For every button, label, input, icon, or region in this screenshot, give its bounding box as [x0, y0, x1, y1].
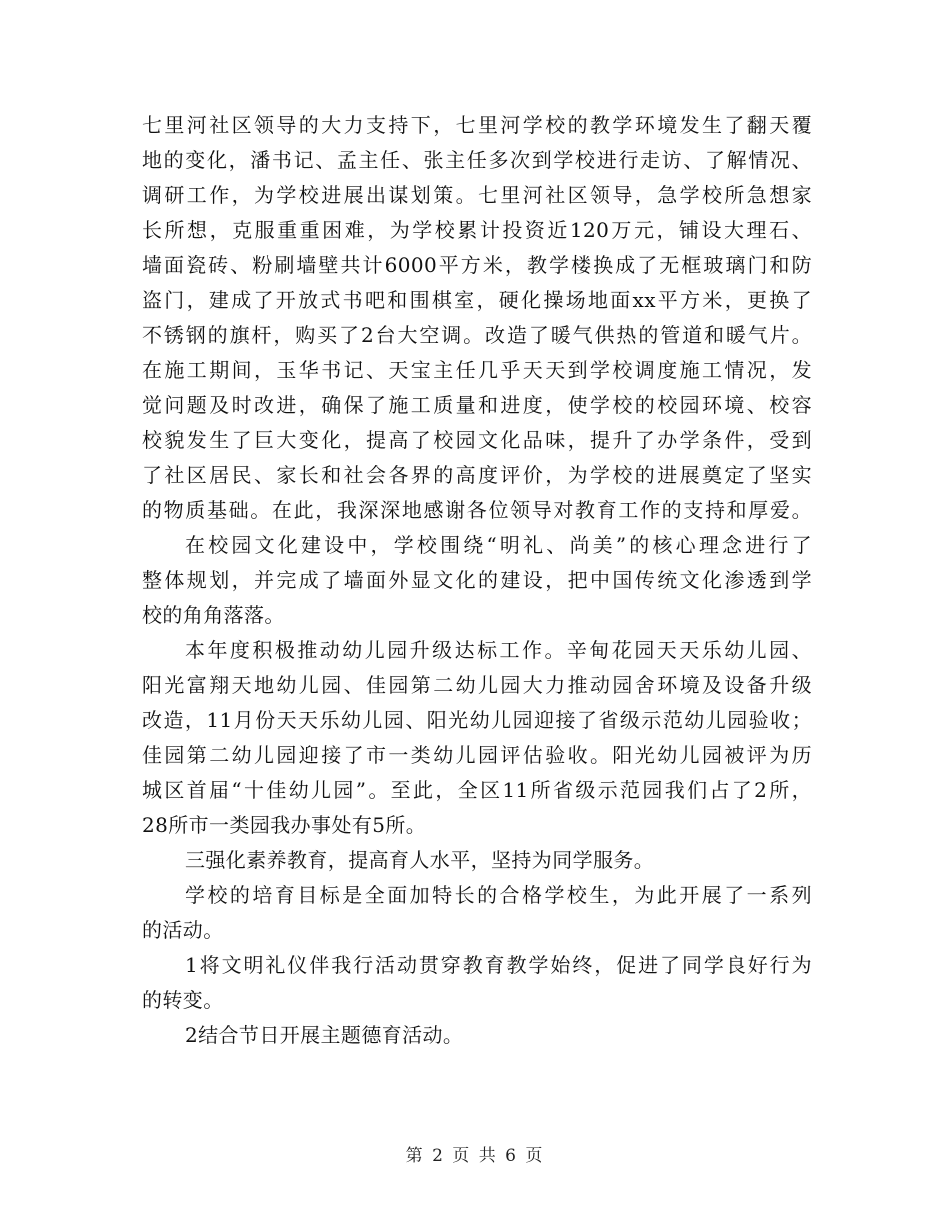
text-line: 城区首届“十佳幼儿园”。至此，全区11所省级示范园我们占了2所，	[142, 778, 812, 802]
text-line: 七里河社区领导的大力支持下，七里河学校的教学环境发生了翻天覆	[142, 113, 812, 137]
text-line: 的转变。	[142, 988, 224, 1012]
text-line: 墙面瓷砖、粉刷墙壁共计6000平方米，教学楼换成了无框玻璃门和防	[142, 253, 812, 277]
text-line: 校貌发生了巨大变化，提高了校园文化品味，提升了办学条件，受到	[142, 428, 812, 452]
text-line: 了社区居民、家长和社会各界的高度评价，为学校的进展奠定了坚实	[142, 463, 812, 487]
text-line: 学校的培育目标是全面加特长的合格学校生，为此开展了一系列	[185, 883, 812, 907]
text-line: 改造，11月份天天乐幼儿园、阳光幼儿园迎接了省级示范幼儿园验收；	[142, 708, 812, 732]
text-line: 28所市一类园我办事处有5所。	[142, 813, 427, 837]
text-line: 的活动。	[142, 918, 224, 942]
text-line: 在施工期间，玉华书记、天宝主任几乎天天到学校调度施工情况，发	[142, 358, 812, 382]
text-line: 1将文明礼仪伴我行活动贯穿教育教学始终，促进了同学良好行为	[185, 953, 812, 977]
text-line: 盗门，建成了开放式书吧和围棋室，硬化操场地面xx平方米，更换了	[142, 288, 812, 312]
text-line: 不锈钢的旗杆，购买了2台大空调。改造了暖气供热的管道和暖气片。	[142, 323, 812, 347]
text-line: 觉问题及时改进，确保了施工质量和进度，使学校的校园环境、校容	[142, 393, 812, 417]
text-line: 的物质基础。在此，我深深地感谢各位领导对教育工作的支持和厚爱。	[142, 498, 812, 522]
text-line: 校的角角落落。	[142, 603, 285, 627]
text-line: 佳园第二幼儿园迎接了市一类幼儿园评估验收。阳光幼儿园被评为历	[142, 743, 812, 767]
text-line: 地的变化，潘书记、孟主任、张主任多次到学校进行走访、了解情况、	[142, 148, 812, 172]
text-line: 在校园文化建设中，学校围绕“明礼、尚美”的核心理念进行了	[185, 533, 812, 557]
page-footer: 第 2 页 共 6 页	[405, 1146, 545, 1166]
text-line: 2结合节日开展主题德育活动。	[185, 1023, 464, 1047]
text-line: 整体规划，并完成了墙面外显文化的建设，把中国传统文化渗透到学	[142, 568, 812, 592]
text-line: 本年度积极推动幼儿园升级达标工作。辛甸花园天天乐幼儿园、	[185, 638, 812, 662]
text-line: 调研工作，为学校进展出谋划策。七里河社区领导，急学校所急想家	[142, 183, 812, 207]
text-line: 三强化素养教育，提高育人水平，坚持为同学服务。	[185, 848, 655, 872]
document-body	[142, 108, 812, 1053]
text-line: 长所想，克服重重困难，为学校累计投资近120万元，铺设大理石、	[142, 218, 812, 242]
text-line: 阳光富翔天地幼儿园、佳园第二幼儿园大力推动园舍环境及设备升级	[142, 673, 812, 697]
